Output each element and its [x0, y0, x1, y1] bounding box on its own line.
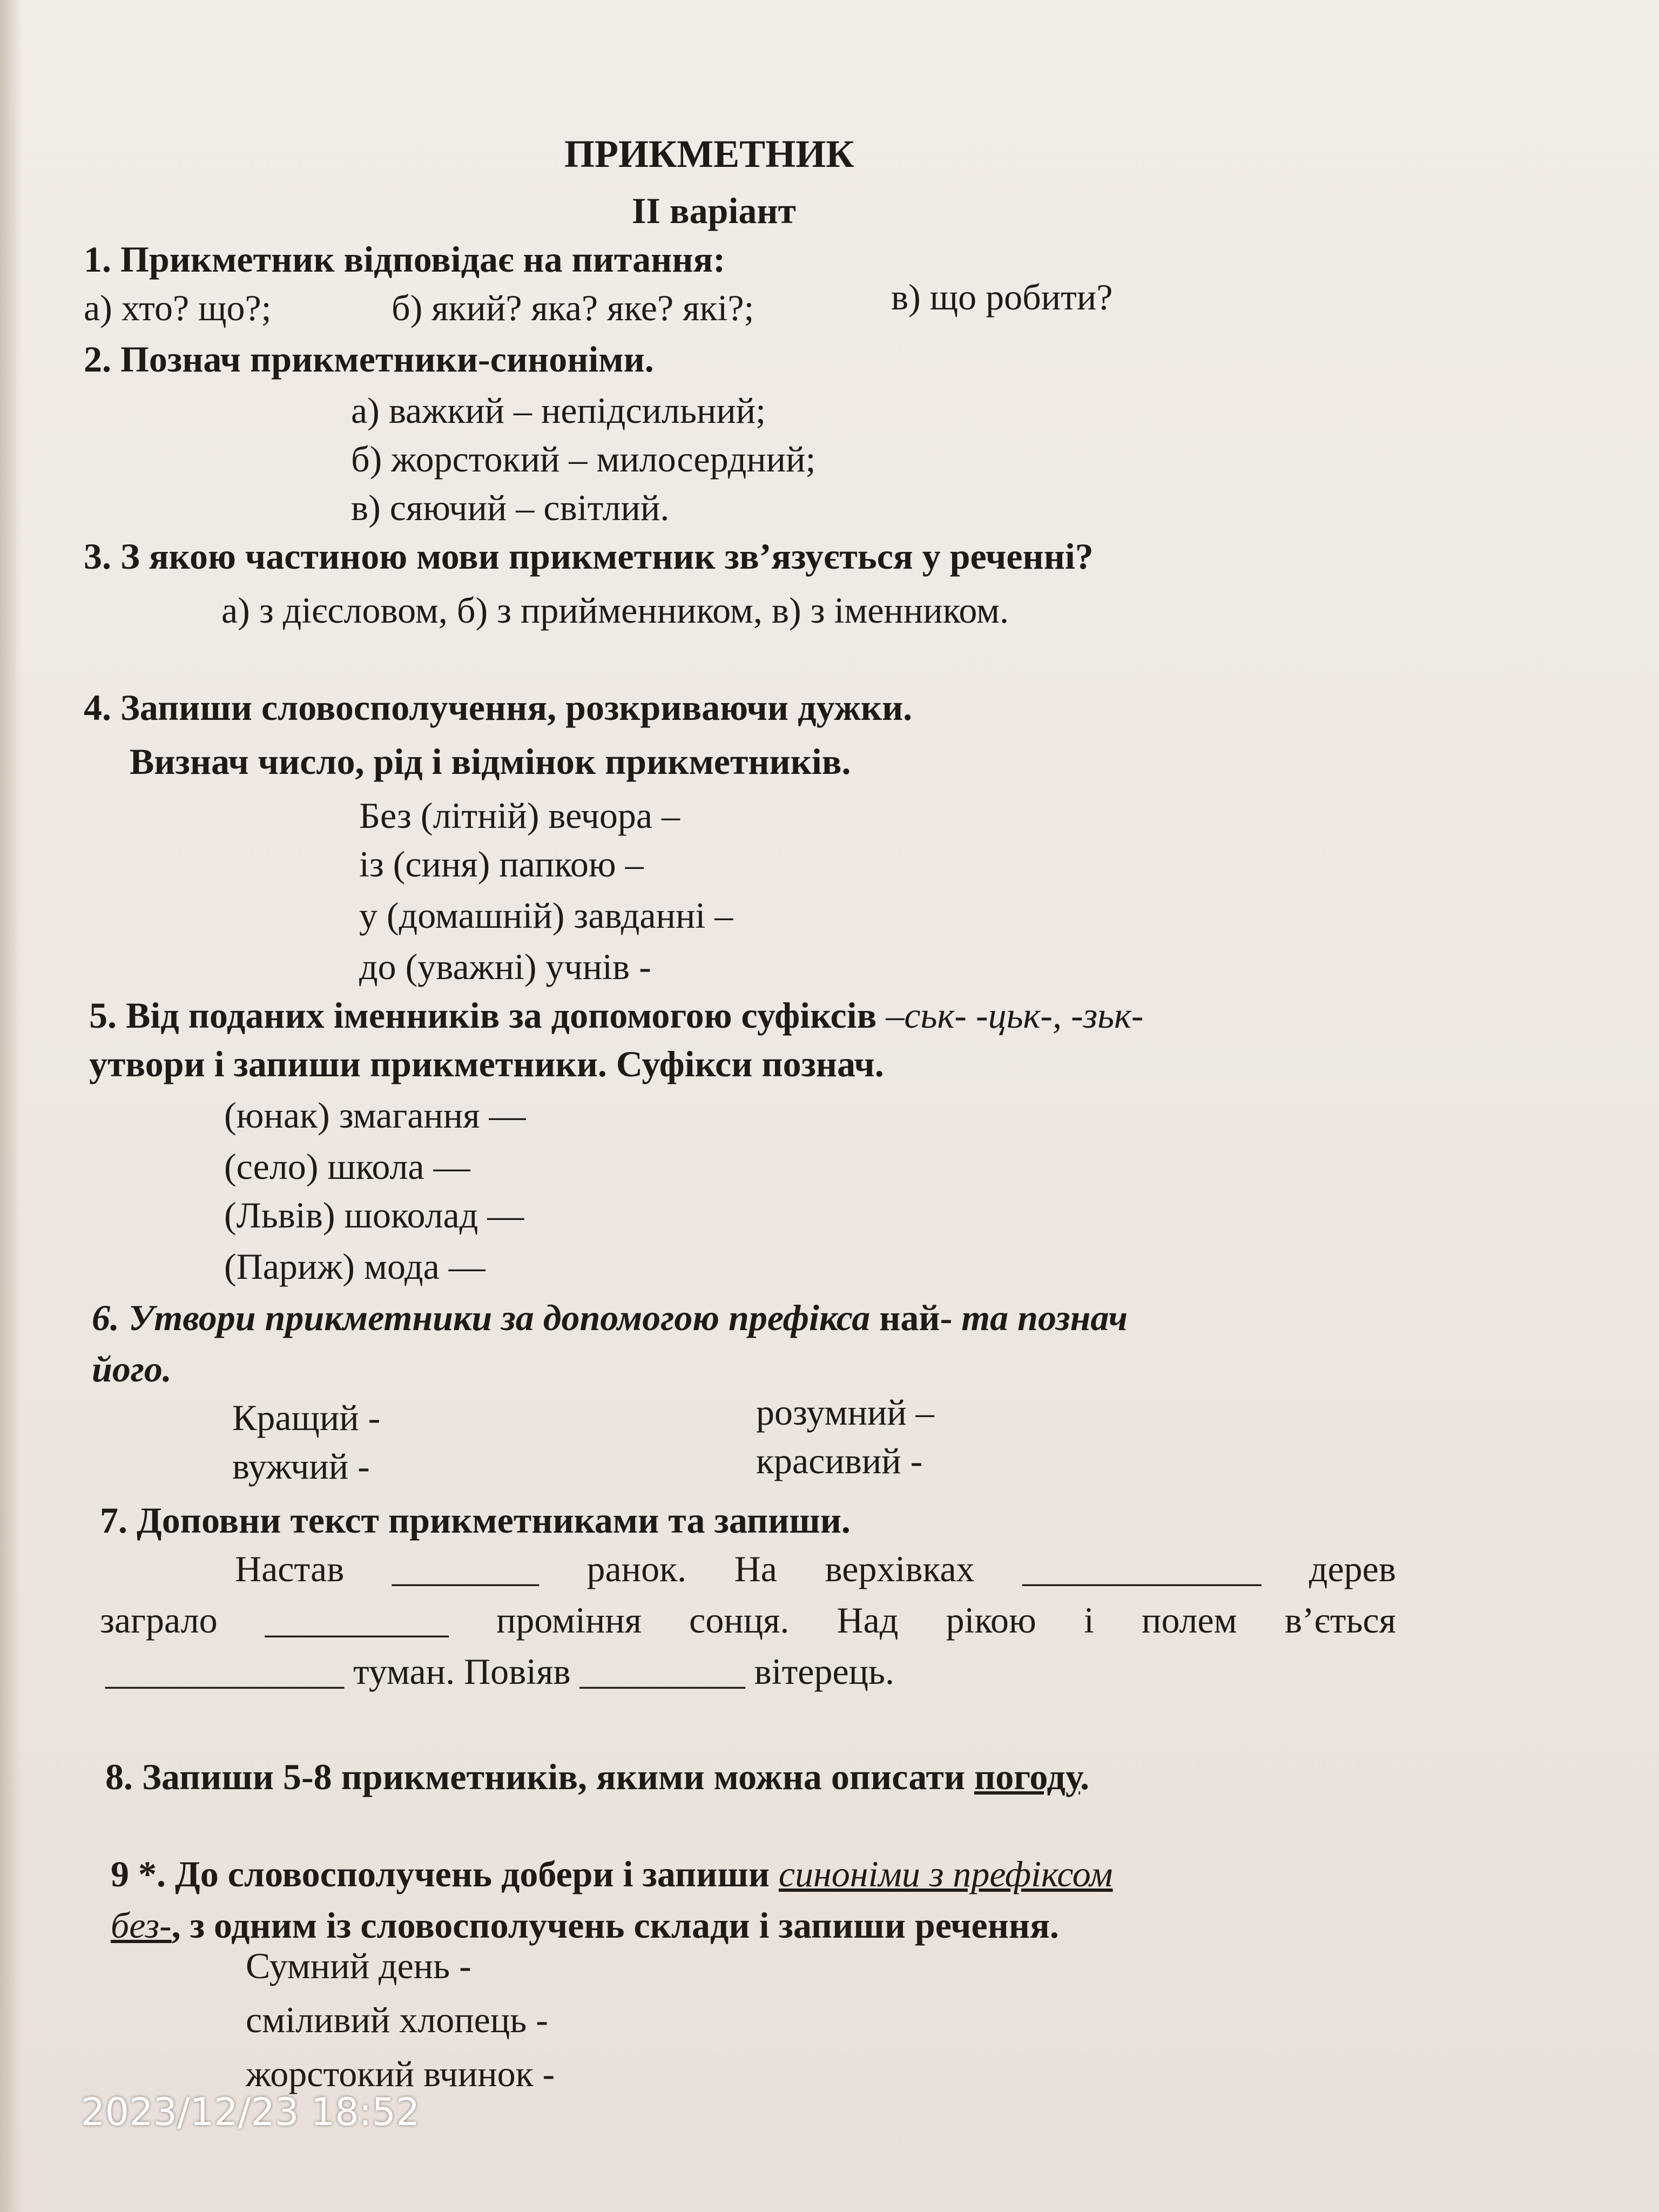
- q6-prefix: най-: [879, 1297, 953, 1338]
- q5-item: (Львів) шоколад —: [224, 1195, 524, 1236]
- q7-word: туман. Повіяв: [353, 1651, 571, 1692]
- q7-text-line-1: [235, 1547, 1396, 1590]
- q6-item: розумний –: [756, 1392, 934, 1433]
- q7-word: Над: [837, 1600, 899, 1641]
- q1-question: 1. Прикметник відповідає на питання:: [84, 239, 725, 280]
- q8-end: .: [1080, 1756, 1090, 1797]
- q5-suffixes: –ськ- -цьк-, -зьк-: [886, 995, 1144, 1036]
- photo-timestamp: 2023/12/23 18:52: [81, 2090, 420, 2134]
- q6-instruction: [92, 1296, 1128, 1339]
- variant-label: ІІ варіант: [632, 190, 796, 231]
- q4-instruction-2: Визнач число, рід і відмінок прикметників.: [130, 741, 851, 782]
- q5-instruction: [89, 994, 1144, 1037]
- q7-blank: _____________: [1022, 1548, 1262, 1589]
- q7-word: вітерець.: [754, 1651, 895, 1692]
- q2-option: а) важкий – непідсильний;: [351, 390, 766, 431]
- q9-item: сміливий хлопець -: [246, 1999, 548, 2040]
- q4-item: до (уважні) учнів -: [359, 946, 651, 987]
- q5-item: (юнак) змагання —: [224, 1095, 526, 1136]
- q7-word: ранок.: [586, 1548, 687, 1589]
- q5-instruction-text: 5. Від поданих іменників за допомогою суфіксів: [89, 995, 877, 1036]
- q9-instruction: [111, 1852, 1113, 1896]
- q7-word: верхівках: [825, 1548, 975, 1589]
- q8-instruction: [105, 1755, 1089, 1798]
- q1-option-b: б) який? яка? яке? які?;: [392, 287, 754, 328]
- q9-lead: 9 *. До словосполучень добери і запиши: [111, 1853, 770, 1894]
- q9-item: жорстокий вчинок -: [246, 2053, 555, 2094]
- q3-question: 3. З якою частиною мови прикметник зв’язується у реченні?: [84, 536, 1094, 577]
- q9-rest: , з одним із словосполучень склади і запиши речення.: [171, 1905, 1059, 1946]
- q9-instruction-2: [111, 1904, 1059, 1947]
- q1-option-a: а) хто? що?;: [84, 287, 272, 328]
- q4-item: Без (літній) вечора –: [359, 795, 680, 836]
- q7-word: заграло: [100, 1600, 218, 1641]
- q6-text-2: та познач: [961, 1297, 1128, 1338]
- q4-instruction: 4. Запиши словосполучення, розкриваючи дужки.: [84, 687, 913, 728]
- q7-instruction: 7. Доповни текст прикметниками та запиши.: [100, 1500, 851, 1541]
- q2-option: б) жорстокий – милосердний;: [351, 439, 816, 480]
- q6-instruction-2: його.: [92, 1348, 172, 1390]
- q7-word: і: [1084, 1600, 1094, 1641]
- q8-underlined: погоду: [974, 1756, 1081, 1797]
- q6-item: красивий -: [756, 1440, 923, 1481]
- q7-blank: _____________: [105, 1651, 344, 1692]
- q9-underlined: синоніми з префіксом: [778, 1853, 1113, 1894]
- q6-item: вужчий -: [232, 1446, 370, 1487]
- q7-word: рікою: [946, 1600, 1036, 1641]
- q5-item: (село) школа —: [224, 1146, 470, 1187]
- q2-option: в) сяючий – світлий.: [351, 487, 670, 528]
- q4-item: із (синя) папкою –: [359, 844, 644, 885]
- q9-item: Сумний день -: [246, 1945, 471, 1986]
- q7-word: проміння: [496, 1600, 642, 1641]
- q7-blank: ________: [392, 1548, 539, 1589]
- q7-word: дерев: [1309, 1548, 1396, 1589]
- q9-underlined-2: без-: [111, 1905, 172, 1946]
- q5-item: (Париж) мода —: [224, 1246, 485, 1287]
- q8-text: 8. Запиши 5-8 прикметників, якими можна описати: [105, 1756, 966, 1797]
- q2-question: 2. Познач прикметники-синоніми.: [84, 339, 654, 380]
- q1-option-c: в) що робити?: [891, 276, 1113, 318]
- q4-item: у (домашній) завданні –: [359, 895, 733, 936]
- q7-blank: _________: [579, 1651, 745, 1692]
- q7-text-line-2: [100, 1599, 1396, 1642]
- q7-text-line-3: [105, 1650, 894, 1693]
- q7-word: На: [734, 1548, 777, 1589]
- q7-word: Настав: [235, 1548, 345, 1589]
- page-title: ПРИКМЕТНИК: [564, 132, 854, 176]
- q3-options: а) з дієсловом, б) з прийменником, в) з іменником.: [221, 590, 1009, 631]
- q6-item: Кращий -: [232, 1397, 381, 1438]
- q7-word: сонця.: [689, 1600, 790, 1641]
- q7-word: полем: [1142, 1600, 1237, 1641]
- q5-instruction-2: утвори і запиши прикметники. Суфікси познач.: [89, 1043, 884, 1084]
- q7-blank: __________: [265, 1600, 449, 1641]
- q6-text-1: 6. Утвори прикметники за допомогою префікса: [92, 1297, 871, 1338]
- q7-word: в’ється: [1284, 1600, 1396, 1641]
